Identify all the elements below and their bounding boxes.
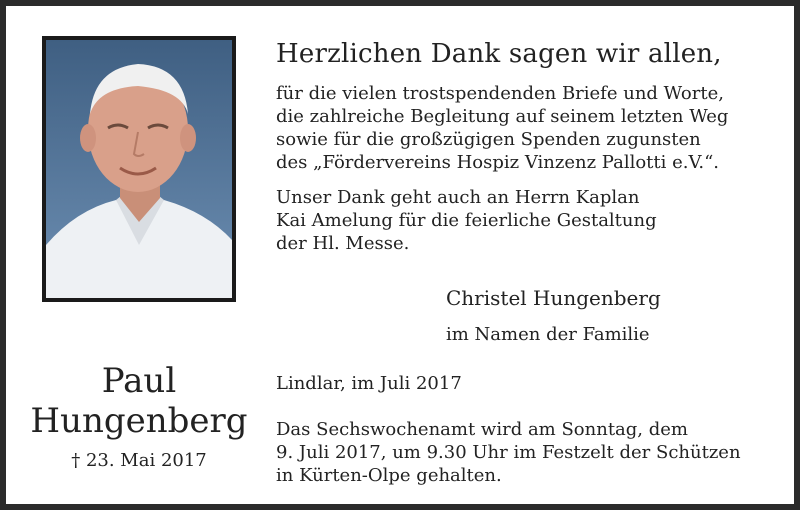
signature-subtitle: im Namen der Familie [446,324,650,345]
headline: Herzlichen Dank sagen wir allen, [276,39,722,69]
portrait-illustration [46,40,232,298]
portrait-photo [42,36,236,302]
chaplain-line: Unser Dank geht auch an Herrn Kaplan [276,187,640,208]
last-name: Hungenberg [30,401,248,441]
chaplain-paragraph [276,186,657,255]
thanks-line: sowie für die großzügigen Spenden zugunsten [276,129,701,150]
notice-paragraph [276,418,741,487]
thanks-paragraph [276,82,728,174]
notice-line: in Kürten-Olpe gehalten. [276,465,502,486]
first-name: Paul [101,361,177,401]
signature-name: Christel Hungenberg [446,286,661,310]
place-date: Lindlar, im Juli 2017 [276,373,462,394]
notice-line: 9. Juli 2017, um 9.30 Uhr im Festzelt der Schützen [276,442,741,463]
notice-line: Das Sechswochenamt wird am Sonntag, dem [276,419,688,440]
thanks-line: die zahlreiche Begleitung auf seinem letzten Weg [276,106,729,127]
death-date: † 23. Mai 2017 [71,450,207,471]
chaplain-line: der Hl. Messe. [276,233,410,254]
thanks-line: für die vielen trostspendenden Briefe und Worte, [276,83,724,104]
chaplain-line: Kai Amelung für die feierliche Gestaltung [276,210,657,231]
deceased-name-block [28,362,250,471]
thanks-line: des „Fördervereins Hospiz Vinzenz Pallotti e.V.“. [276,152,719,173]
